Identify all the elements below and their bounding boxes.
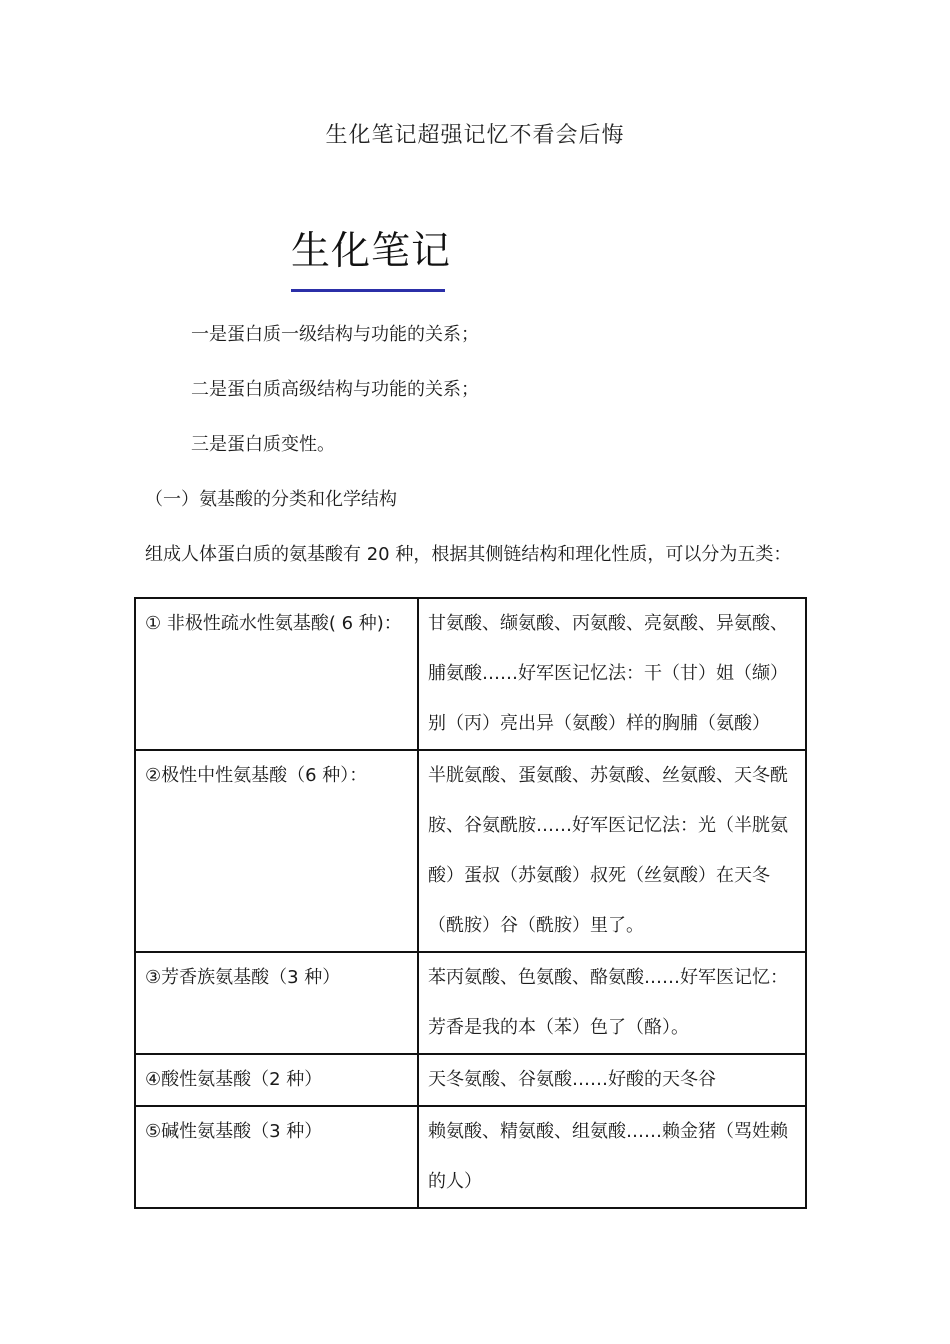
- table-row: [135, 598, 806, 750]
- table-row: [135, 750, 806, 952]
- table-cell-category: ②极性中性氨基酸（6 种）：: [135, 750, 418, 952]
- document-title: 生化笔记超强记忆不看会后悔: [325, 123, 625, 148]
- paragraph-line-1: 一是蛋白质一级结构与功能的关系；: [191, 324, 479, 345]
- subsection-heading: （一）氨基酸的分类和化学结构: [145, 489, 397, 510]
- table-row: [135, 952, 806, 1054]
- table-row: [135, 1106, 806, 1208]
- table-cell-category: ① 非极性疏水性氨基酸( 6 种)：: [135, 598, 418, 750]
- table-cell-detail: 半胱氨酸、蛋氨酸、苏氨酸、丝氨酸、天冬酰胺、谷氨酰胺……好军医记忆法：光（半胱氨酸）蛋叔（苏氨酸）叔死（丝氨酸）在天冬（酰胺）谷（酰胺）里了。: [418, 750, 806, 952]
- paragraph-line-2: 二是蛋白质高级结构与功能的关系；: [191, 379, 479, 400]
- paragraph-line-3: 三是蛋白质变性。: [191, 434, 335, 455]
- table-cell-detail: 苯丙氨酸、色氨酸、酪氨酸……好军医记忆：芳香是我的本（苯）色了（酪）。: [418, 952, 806, 1054]
- amino-acid-table: [134, 597, 807, 1209]
- table-cell-category: ⑤碱性氨基酸（3 种）: [135, 1106, 418, 1208]
- table-cell-category: ③芳香族氨基酸（3 种）: [135, 952, 418, 1054]
- section-heading-underline: [291, 289, 445, 292]
- table-cell-detail: 天冬氨酸、谷氨酸……好酸的天冬谷: [418, 1054, 806, 1106]
- section-heading: 生化笔记: [291, 229, 452, 274]
- table-cell-detail: 赖氨酸、精氨酸、组氨酸……赖金猪（骂姓赖的人）: [418, 1106, 806, 1208]
- table-cell-category: ④酸性氨基酸（2 种）: [135, 1054, 418, 1106]
- intro-paragraph: 组成人体蛋白质的氨基酸有 20 种，根据其侧链结构和理化性质，可以分为五类：: [145, 544, 792, 565]
- table-row: [135, 1054, 806, 1106]
- table-cell-detail: 甘氨酸、缬氨酸、丙氨酸、亮氨酸、异氨酸、脯氨酸……好军医记忆法：干（甘）姐（缬）别（丙）亮出异（氨酸）样的胸脯（氨酸）: [418, 598, 806, 750]
